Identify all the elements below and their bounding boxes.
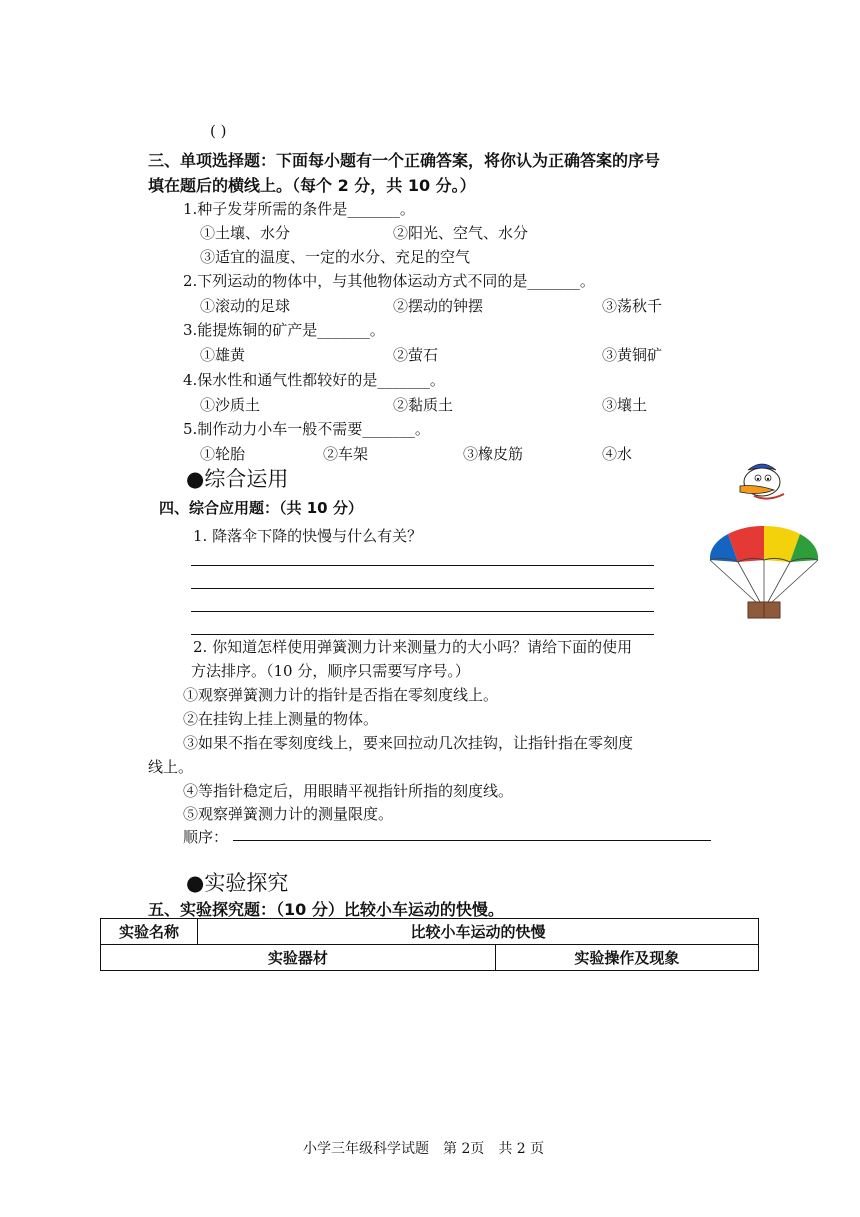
q2-stem: 2.下列运动的物体中，与其他物体运动方式不同的是_______。 bbox=[183, 272, 595, 290]
q3-option-3: ③黄铜矿 bbox=[602, 346, 663, 364]
col-equipment-header: 实验器材 bbox=[101, 945, 496, 971]
q5-option-4: ④水 bbox=[602, 445, 633, 463]
sec4-q2-line1: 2. 你知道怎样使用弹簧测力计来测量力的大小吗？请给下面的使用 bbox=[193, 638, 633, 656]
q4-option-1: ①沙质土 bbox=[200, 396, 261, 414]
experiment-name-label: 实验名称 bbox=[101, 919, 198, 945]
page-footer: 小学三年级科学试题 第 2页 共 2 页 bbox=[303, 1141, 545, 1157]
q4-option-3: ③壤土 bbox=[602, 396, 648, 414]
order-label: 顺序： bbox=[183, 828, 229, 846]
q5-option-2: ②车架 bbox=[323, 445, 369, 463]
step-2: ②在挂钩上挂上测量的物体。 bbox=[183, 710, 379, 728]
col-procedure-header: 实验操作及现象 bbox=[495, 945, 758, 971]
q1-option-2: ②阳光、空气、水分 bbox=[393, 224, 529, 242]
section4-heading: 四、综合应用题：（共 10 分） bbox=[159, 499, 363, 517]
q1-stem: 1.种子发芽所需的条件是_______。 bbox=[183, 200, 415, 218]
answer-line-1[interactable] bbox=[191, 565, 654, 566]
q3-option-2: ②萤石 bbox=[393, 346, 439, 364]
q5-option-3: ③橡皮筋 bbox=[463, 445, 524, 463]
answer-line-2[interactable] bbox=[191, 588, 654, 589]
q2-option-1: ①滚动的足球 bbox=[200, 297, 291, 315]
section3-heading-2: 填在题后的横线上。（每个 2 分，共 10 分。） bbox=[148, 176, 476, 195]
q2-option-2: ②摆动的钟摆 bbox=[393, 297, 484, 315]
answer-line-3[interactable] bbox=[191, 611, 654, 612]
sec4-q1: 1. 降落伞下降的快慢与什么有关？ bbox=[193, 527, 423, 545]
step-3-line1: ③如果不指在零刻度线上，要来回拉动几次挂钩，让指针指在零刻度 bbox=[183, 734, 634, 752]
sec4-q2-line2: 方法排序。（10 分，顺序只需要写序号。） bbox=[191, 662, 470, 680]
experiment-table bbox=[100, 918, 759, 971]
header-zonghe: ●综合运用 bbox=[186, 467, 289, 491]
answer-line-4[interactable] bbox=[191, 634, 654, 635]
order-answer-line[interactable] bbox=[233, 840, 711, 841]
section5-heading: 五、实验探究题：（10 分）比较小车运动的快慢。 bbox=[148, 900, 504, 919]
answer-paren: ( ) bbox=[210, 122, 227, 140]
parachute-icon bbox=[708, 524, 820, 620]
step-3-line2: 线上。 bbox=[148, 758, 194, 776]
experiment-name-value: 比较小车运动的快慢 bbox=[198, 919, 759, 945]
q4-option-2: ②黏质土 bbox=[393, 396, 454, 414]
step-4: ④等指针稳定后，用眼睛平视指针所指的刻度线。 bbox=[183, 782, 514, 800]
q5-stem: 5.制作动力小车一般不需要_______。 bbox=[183, 420, 430, 438]
step-5: ⑤观察弹簧测力计的测量限度。 bbox=[183, 805, 394, 823]
q4-stem: 4.保水性和通气性都较好的是_______。 bbox=[183, 371, 445, 389]
section3-heading-1: 三、单项选择题：下面每小题有一个正确答案，将你认为正确答案的序号 bbox=[148, 151, 661, 170]
donald-duck-icon bbox=[734, 456, 794, 502]
q3-option-1: ①雄黄 bbox=[200, 346, 246, 364]
step-1: ①观察弹簧测力计的指针是否指在零刻度线上。 bbox=[183, 686, 499, 704]
q3-stem: 3.能提炼铜的矿产是_______。 bbox=[183, 321, 385, 339]
q5-option-1: ①轮胎 bbox=[200, 445, 246, 463]
q1-option-1: ①土壤、水分 bbox=[200, 224, 291, 242]
header-shiyan: ●实验探究 bbox=[186, 871, 289, 895]
q2-option-3: ③荡秋千 bbox=[602, 297, 663, 315]
q1-option-3: ③适宜的温度、一定的水分、充足的空气 bbox=[200, 248, 471, 266]
